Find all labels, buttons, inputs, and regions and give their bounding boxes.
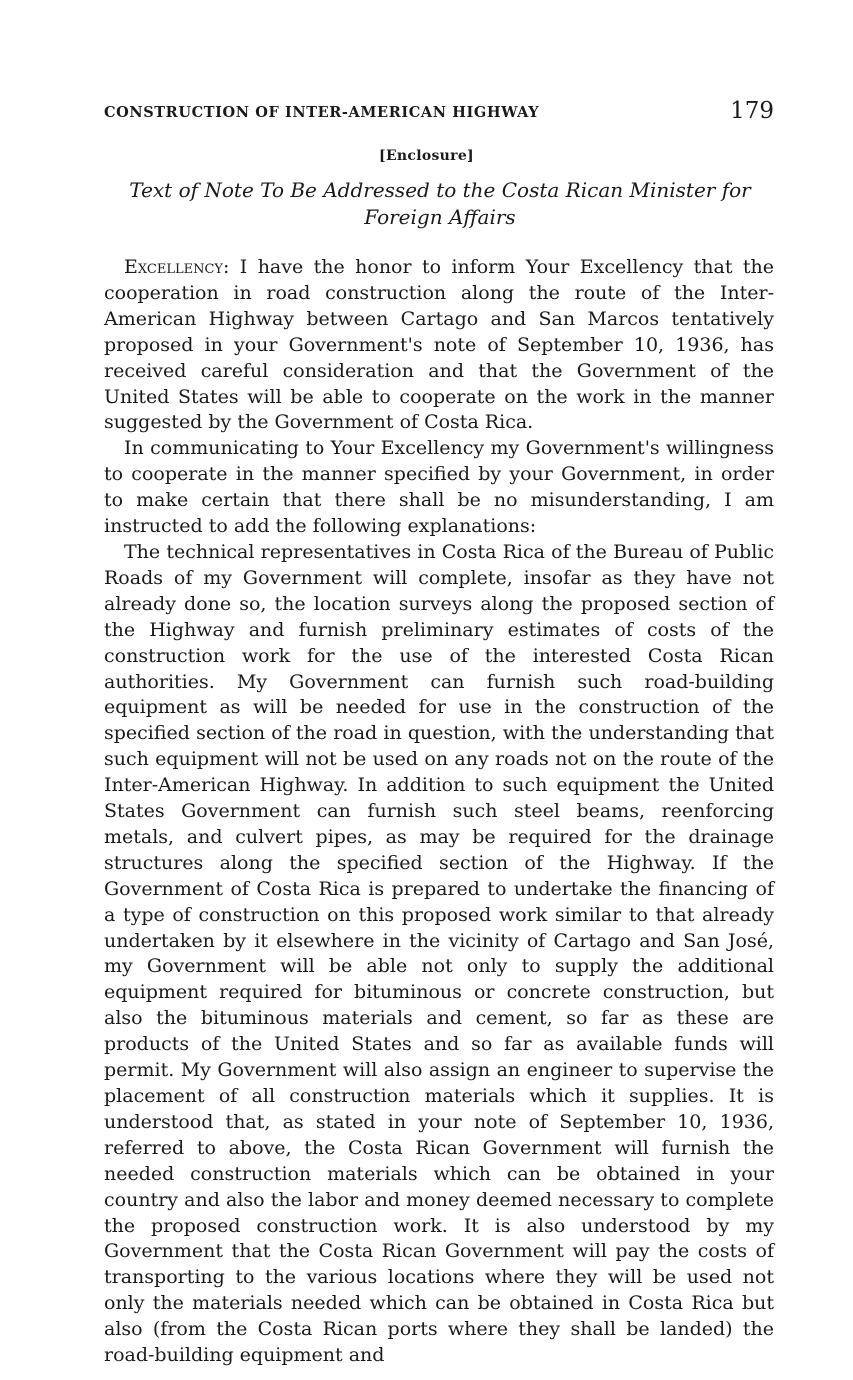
page-header (104, 98, 774, 130)
paragraph-1-text: I have the honor to inform Your Excellency that the cooperation in road construction along the route of the Inter-American Highway between Cartago and San Marcos tentatively proposed in your Government's note of September 10, 1936, has received careful consideration and that the Government of the United States will be able to cooperate on the work in the manner suggested by the Government of Costa Rica. (104, 256, 774, 434)
note-title (120, 177, 760, 231)
note-title-line-2: Foreign Affairs (364, 205, 516, 229)
running-title: CONSTRUCTION OF INTER-AMERICAN HIGHWAY (104, 104, 540, 121)
paragraph-3: The technical representatives in Costa Rica of the Bureau of Public Roads of my Government will complete, insofar as they have not already done so, the location surveys along the proposed section of the Highway and furnish preliminary estimates of costs of the construction work for the use of the interested Costa Rican authorities. My Government can furnish such road-building equipment as will be needed for use in the construction of the specified section of the road in question, with the understanding that such equipment will not be used on any roads not on the route of the Inter-American Highway. In addition to such equipment the United States Government can furnish such steel beams, reenforcing metals, and culvert pipes, as may be required for the drainage structures along the specified section of the Highway. If the Government of Costa Rica is prepared to undertake the financing of a type of construction on this proposed work similar to that already undertaken by it elsewhere in the vicinity of Cartago and San José, my Government will be able not only to supply the additional equipment required for bituminous or concrete construction, but also the bituminous materials and cement, so far as these are products of the United States and so far as available funds will permit. My Government will also assign an engineer to supervise the placement of all construction materials which it supplies. It is understood that, as stated in your note of September 10, 1936, referred to above, the Costa Rican Government will furnish the needed construction materials which can be obtained in your country and also the labor and money deemed necessary to complete the proposed construction work. It is also understood by my Government that the Costa Rican Government will pay the costs of transporting to the various locations where they will be used not only the materials needed which can be obtained in Costa Rica but also (from the Costa Rican ports where they shall be landed) the road-building equipment and (104, 540, 774, 1367)
page-number: 179 (730, 98, 774, 124)
note-title-line-1: Text of Note To Be Addressed to the Costa Rican Minister for (129, 178, 751, 202)
salutation: Excellency: (124, 256, 230, 278)
paragraph-1 (104, 255, 774, 436)
enclosure-label: [Enclosure] (379, 148, 474, 164)
paragraph-2: In communicating to Your Excellency my Government's willingness to cooperate in the manner specified by your Government, in order to make certain that there shall be no misunderstanding, I am instructed to add the following explanations: (104, 437, 774, 538)
document-body (104, 255, 774, 1369)
